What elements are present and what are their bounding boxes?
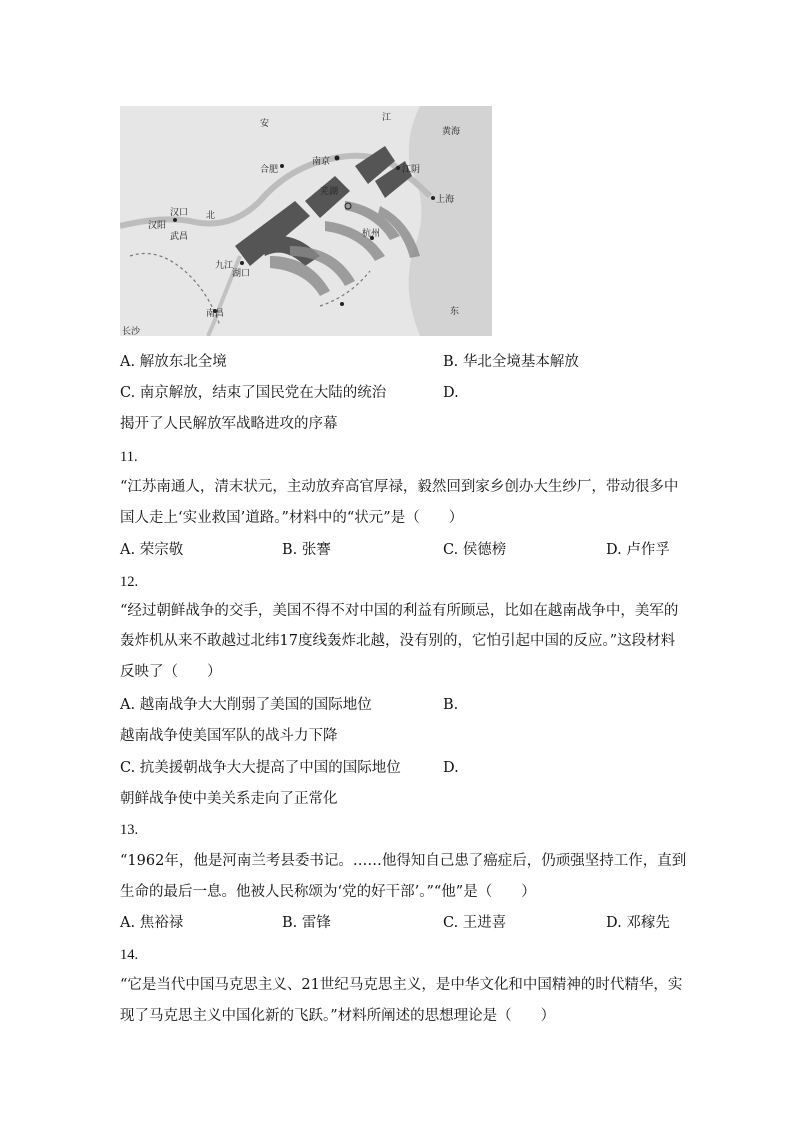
q13-stem-line2: 生命的最后一息。他被人民称颂为‘党的好干部’。”“他”是（ ） — [120, 884, 536, 900]
label-donghai: 东 — [450, 307, 460, 317]
q13-option-b: B. 雷锋 — [282, 915, 331, 931]
label-wuchang: 武昌 — [170, 232, 189, 242]
label-huanghai: 黄海 — [442, 127, 461, 137]
q13-stem-line1: “1962年，他是河南兰考县委书记。……他得知自己患了癌症后，仍顽强坚持工作，直到 — [120, 853, 687, 869]
label-jiujiang: 九江 — [215, 261, 234, 271]
q11-stem-line1: “江苏南通人，清末状元，主动放弃高官厚禄，毅然回到家乡创办大生纱厂，带动很多中 — [120, 479, 679, 495]
q11-option-a: A. 荣宗敬 — [120, 542, 184, 558]
map-graphic — [120, 106, 492, 336]
q11-number: 11. — [120, 449, 138, 465]
q12-stem-line1: “经过朝鲜战争的交手，美国不得不对中国的利益有所顾忌，比如在越南战争中，美军的 — [120, 603, 679, 619]
q10-option-a: A. 解放东北全境 — [120, 354, 227, 370]
q12-option-a: A. 越南战争大大削弱了美国的国际地位 — [120, 697, 372, 713]
label-hangzhou: 杭州 — [362, 229, 381, 239]
q12-option-d: D. — [443, 760, 459, 776]
q13-option-c: C. 王进喜 — [443, 915, 507, 931]
q12-number: 12. — [120, 574, 139, 590]
q12-stem-line3: 反映了（ ） — [120, 664, 222, 680]
label-bei: 北 — [206, 211, 216, 221]
label-nanjing: 南京 — [312, 157, 331, 167]
q13-option-a: A. 焦裕禄 — [120, 915, 184, 931]
label-changsha: 长沙 — [122, 327, 141, 336]
q11-stem-line2: 国人走上‘实业救国’道路。”材料中的“状元”是（ ） — [120, 510, 464, 526]
q12-option-d-text: 朝鲜战争使中美关系走向了正常化 — [120, 791, 338, 807]
crossing-campaign-map — [120, 106, 492, 336]
label-hankou: 汉口 — [170, 208, 189, 218]
label-hefei: 合肥 — [260, 165, 279, 175]
q14-number: 14. — [120, 947, 139, 963]
q10-option-d: D. — [443, 385, 459, 401]
q11-option-d: D. 卢作孚 — [606, 542, 670, 558]
q13-number: 13. — [120, 822, 139, 838]
q12-option-c: C. 抗美援朝战争大大提高了中国的国际地位 — [120, 760, 401, 776]
label-nanchang: 南昌 — [206, 309, 225, 319]
label-shanghai: 上海 — [436, 195, 455, 205]
q12-option-b-text: 越南战争使美国军队的战斗力下降 — [120, 728, 338, 744]
label-hanyang: 汉阳 — [148, 221, 167, 231]
q13-option-d: D. 邓稼先 — [606, 915, 670, 931]
label-hukou: 湖口 — [232, 269, 251, 279]
label-jiangyin: 江阴 — [402, 165, 421, 175]
q10-option-b: B. 华北全境基本解放 — [443, 354, 579, 370]
label-jiang: 江 — [382, 113, 392, 123]
q12-stem-line2: 轰炸机从来不敢越过北纬17度线轰炸北越，没有别的，它怕引起中国的反应。”这段材料 — [120, 633, 676, 649]
q11-option-b: B. 张謇 — [282, 542, 331, 558]
label-an: 安 — [260, 119, 270, 129]
q11-option-c: C. 侯德榜 — [443, 542, 507, 558]
q14-stem-line2: 现了马克思主义中国化新的飞跃。”材料所阐述的思想理论是（ ） — [120, 1008, 556, 1024]
q12-option-b: B. — [443, 697, 459, 713]
q10-option-d-text: 揭开了人民解放军战略进攻的序幕 — [120, 416, 338, 432]
q10-option-c: C. 南京解放，结束了国民党在大陆的统治 — [120, 385, 387, 401]
label-wuhu: 芜湖 — [320, 187, 339, 197]
q14-stem-line1: “它是当代中国马克思主义、21世纪马克思主义，是中华文化和中国精神的时代精华，实 — [120, 977, 683, 993]
